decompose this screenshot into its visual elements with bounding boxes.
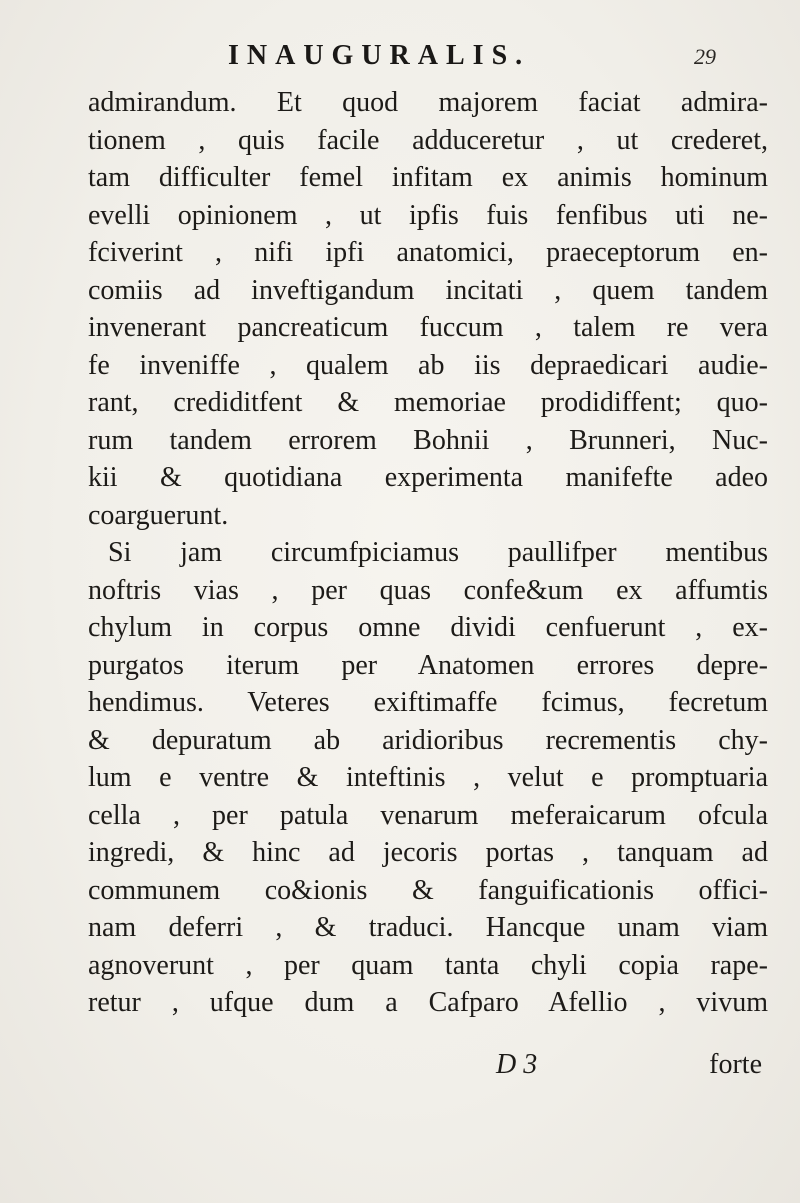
body-text (88, 84, 768, 1022)
catchword: forte (709, 1049, 762, 1080)
text-line: & depuratum ab aridioribus recrementis chy- (88, 724, 768, 756)
text-line: tam difficulter femel infitam ex animis hominum (88, 162, 768, 193)
text-line: evelli opinionem , ut ipfis fuis fenfibus uti ne- (88, 199, 768, 231)
text-line: fe inveniffe , qualem ab iis depraedicari audie- (88, 349, 768, 381)
text-line: ingredi, & hinc ad jecoris portas , tanquam ad (88, 837, 768, 868)
text-line: tionem , quis facile adduceretur , ut crederet, (88, 124, 768, 156)
text-line: comiis ad inveftigandum incitati , quem tandem (88, 274, 768, 306)
text-line: lum e ventre & inteftinis , velut e promptuaria (88, 762, 768, 793)
page-number: 29 (694, 44, 716, 69)
running-title: INAUGURALIS. (228, 40, 531, 71)
text-line: Si jam circumfpiciamus paullifper mentibus (108, 537, 768, 568)
text-line: rum tandem errorem Bohnii , Brunneri, Nuc- (88, 424, 768, 456)
text-line: retur , ufque dum a Cafparo Afellio , vivum (88, 987, 768, 1018)
page-footer (88, 1049, 768, 1085)
text-line: admirandum. Et quod majorem faciat admira- (88, 87, 768, 118)
text-line: invenerant pancreaticum fuccum , talem re vera (88, 312, 768, 343)
text-line: coarguerunt. (88, 499, 229, 531)
text-line: communem co&ionis & fanguificationis offici- (88, 874, 768, 906)
text-line: noftris vias , per quas confe&um ex affumtis (88, 574, 768, 606)
text-line: agnoverunt , per quam tanta chyli copia rape- (88, 949, 768, 981)
text-line: cella , per patula venarum meferaicarum ofcula (88, 799, 768, 831)
text-line: kii & quotidiana experimenta manifefte adeo (88, 462, 768, 493)
text-line: chylum in corpus omne dividi cenfuerunt , ex- (88, 612, 768, 643)
signature-mark: D 3 (496, 1049, 538, 1080)
text-line: rant, crediditfent & memoriae prodidiffent; quo- (88, 387, 768, 418)
text-line: fciverint , nifi ipfi anatomici, praeceptorum en- (88, 237, 768, 268)
text-line: nam deferri , & traduci. Hancque unam viam (88, 912, 768, 943)
text-line: hendimus. Veteres exiftimaffe fcimus, fecretum (88, 687, 768, 718)
text-line: purgatos iterum per Anatomen errores depre- (88, 649, 768, 681)
